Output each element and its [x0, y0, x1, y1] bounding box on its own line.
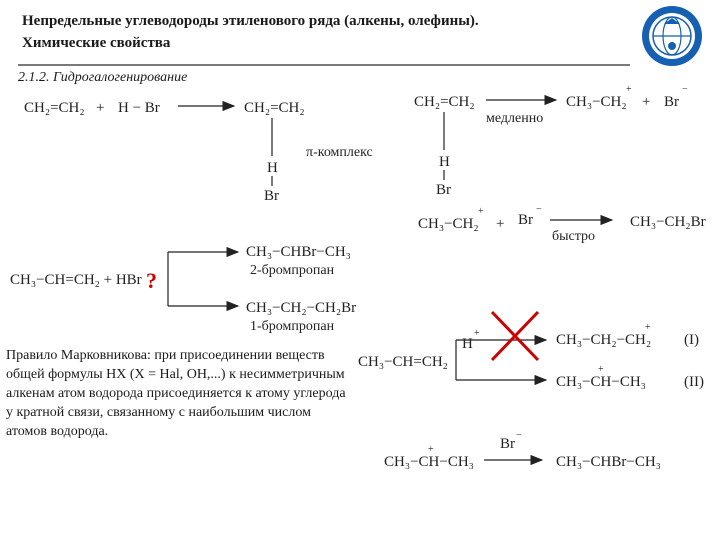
final-product-formula: CH₃−CHBr−CH₃ [556, 454, 661, 470]
1-bromopropane-formula: CH₃−CH₂−CH₂Br [246, 300, 357, 316]
anion-charge-sign: − [682, 84, 688, 95]
complex-ethylene-formula: CH₂=CH₂ [244, 100, 305, 116]
scheme-carbocation [358, 312, 704, 470]
section-subtitle: 2.1.2. Гидрогалогенирование [18, 70, 188, 85]
proton-formula: H [462, 336, 473, 352]
bromide-reagent-charge: − [516, 430, 522, 441]
bromide-reagent: Br [500, 436, 515, 452]
anion-charge-sign-2: − [536, 204, 542, 215]
mech-h-atom: H [439, 154, 450, 170]
secondary-cation-formula: CH₃−CH−CH₃ [556, 374, 646, 390]
plus-sign-2: + [496, 216, 505, 232]
hbr-formula: H − Br [118, 100, 160, 116]
rule-heading: Правило Марковникова: [6, 348, 151, 363]
fast-step-label: быстро [552, 229, 596, 244]
scheme-mechanism [414, 84, 706, 244]
2-bromopropane-name: 2-бромпропан [250, 263, 335, 278]
primary-cation-label: (I) [684, 332, 699, 348]
scheme-propene-question [10, 244, 356, 334]
primary-cation-charge: + [645, 322, 651, 333]
1-bromopropane-name: 1-бромпропан [250, 319, 335, 334]
rule-body: при присоединении веществ общей формулы HX (X = Hal, OH,...) к несимметричным алкенам атом водорода присоединяется к атому углерода у кратной связи, связанному с наибольшим числом атомов водорода. [6, 348, 346, 439]
plus-sign: + [642, 94, 651, 110]
bromide-ion-formula-2: Br [518, 212, 533, 228]
mech-ethylene-formula: CH₂=CH₂ [414, 94, 475, 110]
final-cation-charge: + [428, 444, 434, 455]
complex-h-atom: H [267, 160, 278, 176]
slide-title-line2: Химические свойства [22, 35, 171, 51]
slide-title-line1: Непредельные углеводороды этиленового ряда (алкены, олефины). [22, 13, 479, 29]
ethylene-formula: CH₂=CH₂ [24, 100, 85, 116]
propene-formula: CH₃−CH=CH₂ [358, 354, 448, 370]
markovnikov-rule [6, 346, 346, 441]
scheme-pi-complex [24, 100, 373, 204]
ethyl-cation-formula: CH₃−CH₂ [566, 94, 627, 110]
cation-charge-sign: + [626, 84, 632, 95]
pi-complex-label: π-комплекс [306, 145, 373, 160]
final-secondary-cation: CH₃−CH−CH₃ [384, 454, 474, 470]
mech-br-atom: Br [436, 182, 451, 198]
2-bromopropane-formula: CH₃−CHBr−CH₃ [246, 244, 351, 260]
propene-hbr-formula: CH₃−CH=CH₂ + HBr [10, 272, 142, 288]
bromide-ion-formula: Br [664, 94, 679, 110]
ethyl-cation-formula-2: CH₃−CH₂ [418, 216, 479, 232]
cation-charge-sign-2: + [478, 206, 484, 217]
proton-charge-sign: + [474, 328, 480, 339]
secondary-cation-charge: + [598, 364, 604, 375]
primary-cation-formula: CH₃−CH₂−CH₂ [556, 332, 652, 348]
complex-br-atom: Br [264, 188, 279, 204]
question-mark: ? [146, 268, 157, 293]
secondary-cation-label: (II) [684, 374, 704, 390]
slow-step-label: медленно [486, 111, 544, 126]
cross-out-mark-icon [492, 312, 538, 360]
bromoethane-formula: CH₃−CH₂Br [630, 214, 706, 230]
plus-sign: + [96, 100, 105, 116]
